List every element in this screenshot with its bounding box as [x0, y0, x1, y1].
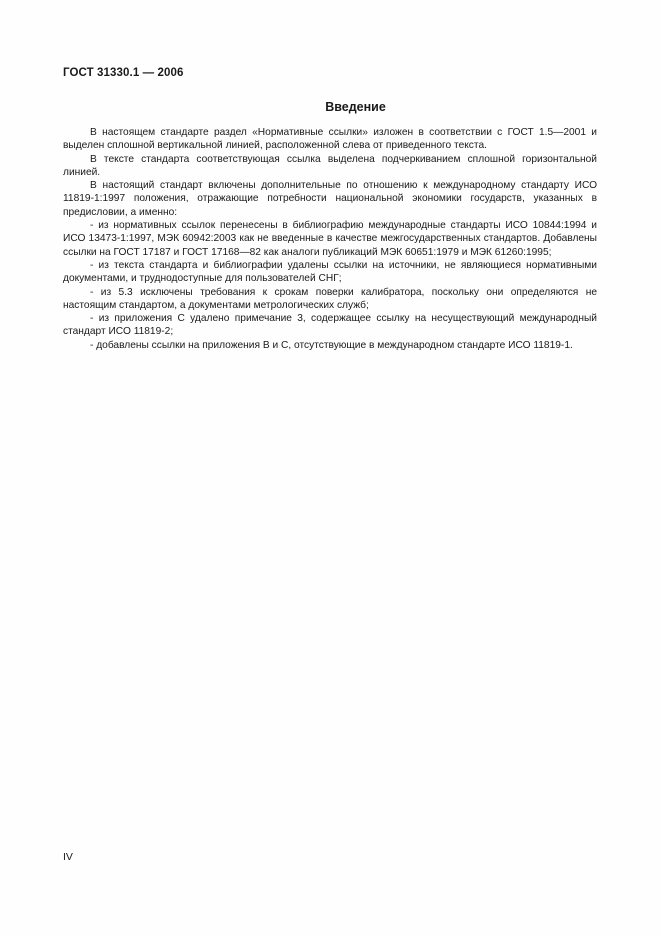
body-text [63, 126, 597, 352]
list-item-appendix-c: - из приложения С удалено примечание 3, содержащее ссылку на несуществующий международный стандарт ИСО 11819-2; [63, 313, 597, 338]
paragraph-normative-refs: В настоящем стандарте раздел «Нормативные ссылки» изложен в соответствии с ГОСТ 1.5—2001 и выделен сплошной вертикальной линией, расположенной слева от приведенного текста. [63, 127, 597, 152]
paragraph-underline-note: В тексте стандарта соответствующая ссылка выделена подчеркиванием сплошной горизонтальной линией. [63, 153, 597, 178]
list-item-calibrator: - из 5.3 исключены требования к срокам поверки калибратора, поскольку они определяются не настоящим стандартом, а документами метрологических служб; [63, 286, 597, 311]
paragraph-additions-intro: В настоящий стандарт включены дополнительные по отношению к международному стандарту ИСО 11819-1:1997 положения, отражающие потребности национальной экономики государств, указанных в предисловии, а именно: [63, 180, 597, 218]
document-header-id: ГОСТ 31330.1 — 2006 [63, 67, 184, 79]
section-title: Введение [325, 100, 386, 114]
page-number: IV [63, 851, 73, 863]
list-item-appendix-refs: - добавлены ссылки на приложения В и С, отсутствующие в международном стандарте ИСО 11819-1. [90, 339, 573, 351]
list-item-removed-refs: - из текста стандарта и библиографии удалены ссылки на источники, не являющиеся нормативными документами, и труднодоступные для пользователей СНГ; [63, 259, 597, 285]
list-item-bibliography: - из нормативных ссылок перенесены в библиографию международные стандарты ИСО 10844:1994 и ИСО 13473-1:1997, МЭК 60942:2003 как не введенные в качестве межгосударственных стандартов. Добавлены ссылки на ГОСТ 17187 и ГОСТ 17168—82 как аналоги публикаций МЭК 60651:1979 и МЭК 61260:1995; [63, 220, 597, 258]
